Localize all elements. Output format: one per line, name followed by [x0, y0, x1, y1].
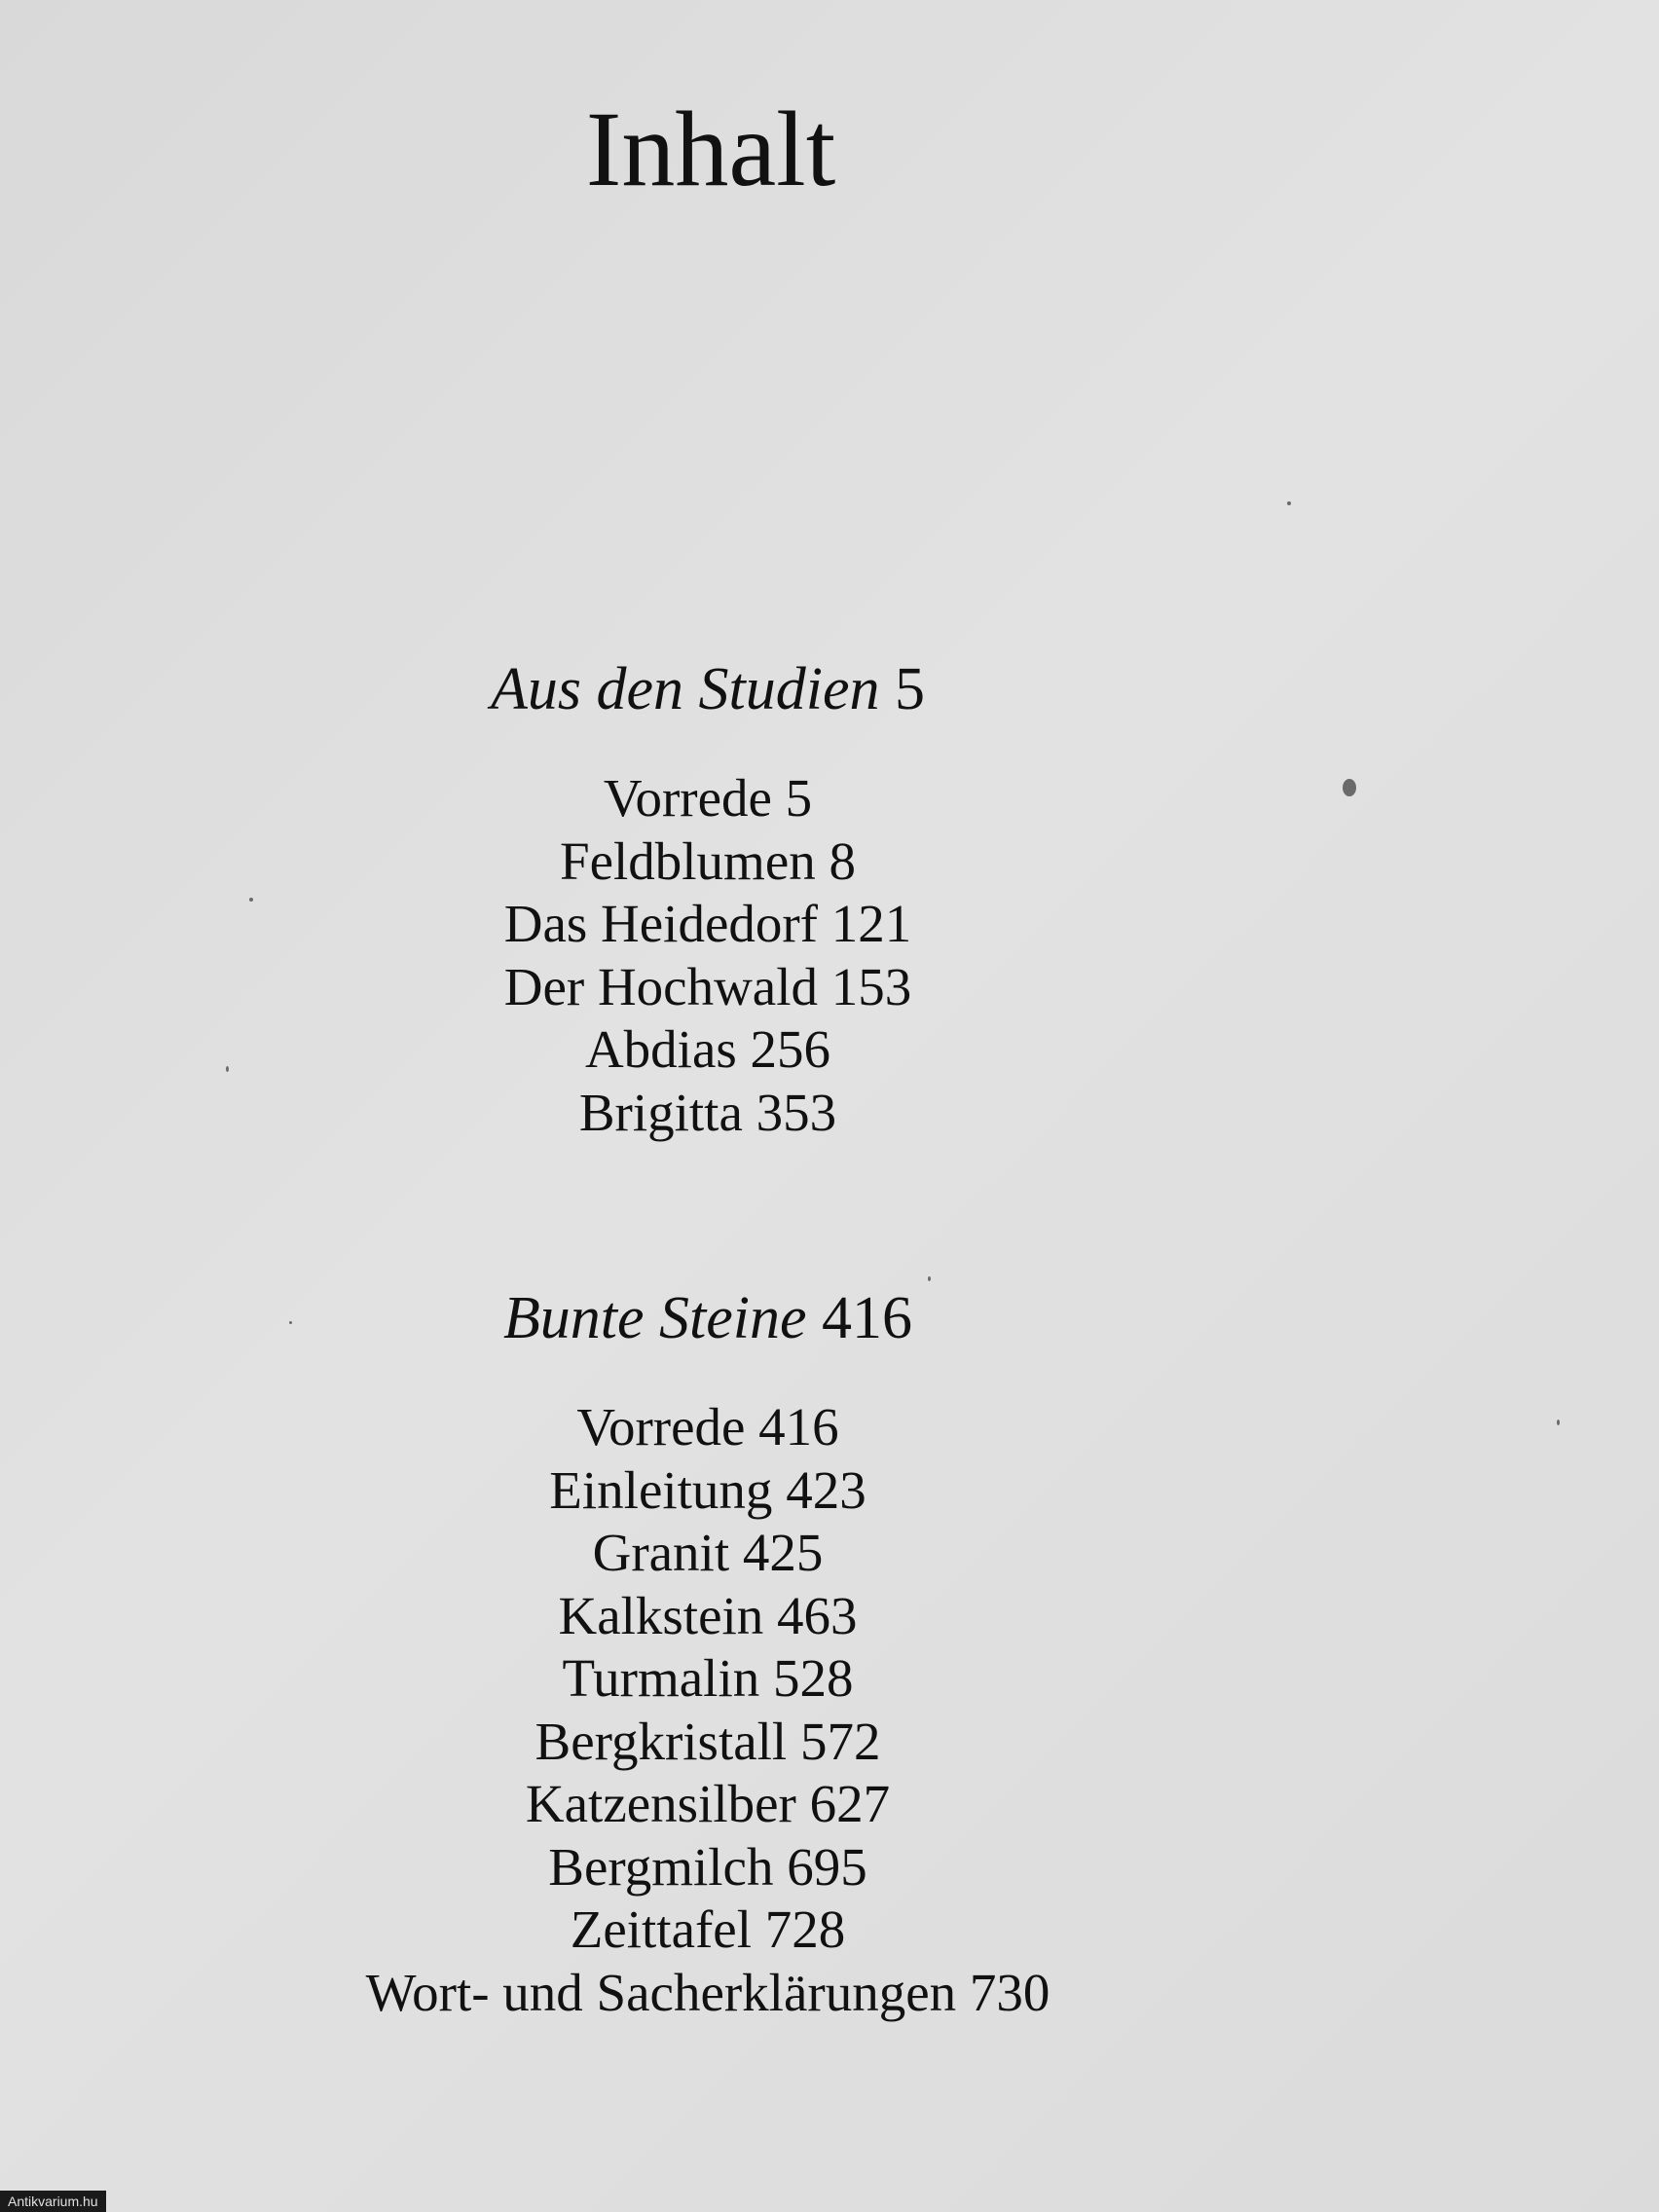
entry-page-number: 8	[829, 830, 856, 891]
toc-entry	[0, 767, 1416, 830]
entry-page-number: 153	[830, 956, 912, 1016]
entry-title: Granit	[592, 1523, 730, 1582]
entry-title: Wort- und Sacherklärungen	[365, 1962, 957, 2022]
toc-entry	[0, 956, 1416, 1019]
entry-page-number: 728	[764, 1899, 846, 1959]
paper-speck	[928, 1276, 931, 1281]
toc-entry	[0, 1082, 1416, 1145]
entry-page-number: 423	[786, 1459, 866, 1520]
entry-page-number: 425	[742, 1523, 824, 1582]
entry-page-number: 627	[809, 1774, 891, 1833]
toc-entry	[0, 893, 1416, 956]
entry-title: Turmalin	[562, 1648, 760, 1708]
section-page-number: 416	[822, 1285, 913, 1351]
toc-entry	[0, 1962, 1416, 2025]
section-heading	[0, 1283, 1416, 1353]
section-title: Bunte Steine	[502, 1285, 807, 1351]
entry-title: Kalkstein	[558, 1585, 764, 1645]
page-title: Inhalt	[585, 90, 836, 208]
entry-title: Katzensilber	[525, 1774, 796, 1833]
entry-page-number: 730	[969, 1962, 1051, 2022]
entry-title: Bergkristall	[535, 1711, 788, 1771]
toc-entry	[0, 1459, 1416, 1523]
paper-speck	[226, 1066, 229, 1072]
toc-entry	[0, 1899, 1416, 1962]
toc-entry	[0, 830, 1416, 894]
entry-page-number: 5	[785, 768, 813, 828]
entry-title: Bergmilch	[548, 1836, 774, 1897]
entry-title: Der Hochwald	[503, 956, 818, 1016]
paper-speck	[1287, 501, 1291, 505]
entry-title: Zeittafel	[570, 1899, 753, 1959]
paper-speck	[289, 1321, 292, 1324]
toc-entry	[0, 1396, 1416, 1459]
entry-page-number: 121	[830, 894, 912, 953]
toc-entry	[0, 1585, 1416, 1648]
toc-section-bunte-steine	[0, 1283, 1416, 2024]
entry-title: Vorrede	[603, 768, 772, 828]
section-page-number: 5	[895, 656, 925, 722]
entry-title: Abdias	[584, 1019, 737, 1079]
toc-entry	[0, 1647, 1416, 1711]
section-title: Aus den Studien	[491, 656, 880, 722]
toc-section-aus-den-studien	[0, 654, 1416, 1144]
toc-entry	[0, 1711, 1416, 1774]
toc-entry-list	[0, 1396, 1416, 2024]
toc-entry	[0, 1773, 1416, 1836]
entry-page-number: 463	[777, 1585, 858, 1645]
toc-entry	[0, 1836, 1416, 1899]
entry-page-number: 695	[787, 1836, 867, 1897]
entry-title: Feldblumen	[559, 830, 816, 891]
entry-title: Vorrede	[576, 1397, 746, 1456]
toc-entry	[0, 1522, 1416, 1585]
paper-speck	[249, 898, 253, 902]
section-heading	[0, 654, 1416, 724]
entry-page-number: 416	[758, 1397, 839, 1456]
paper-speck	[1557, 1419, 1560, 1425]
toc-entry-list	[0, 767, 1416, 1144]
entry-page-number: 572	[799, 1711, 881, 1771]
entry-title: Das Heidedorf	[503, 894, 818, 953]
entry-page-number: 256	[750, 1019, 831, 1079]
toc-entry	[0, 1018, 1416, 1082]
entry-title: Einleitung	[549, 1459, 773, 1520]
entry-page-number: 353	[756, 1082, 837, 1142]
entry-page-number: 528	[772, 1648, 854, 1708]
watermark: Antikvarium.hu	[0, 2191, 106, 2212]
entry-title: Brigitta	[578, 1082, 743, 1142]
paper-speck	[1343, 779, 1356, 796]
